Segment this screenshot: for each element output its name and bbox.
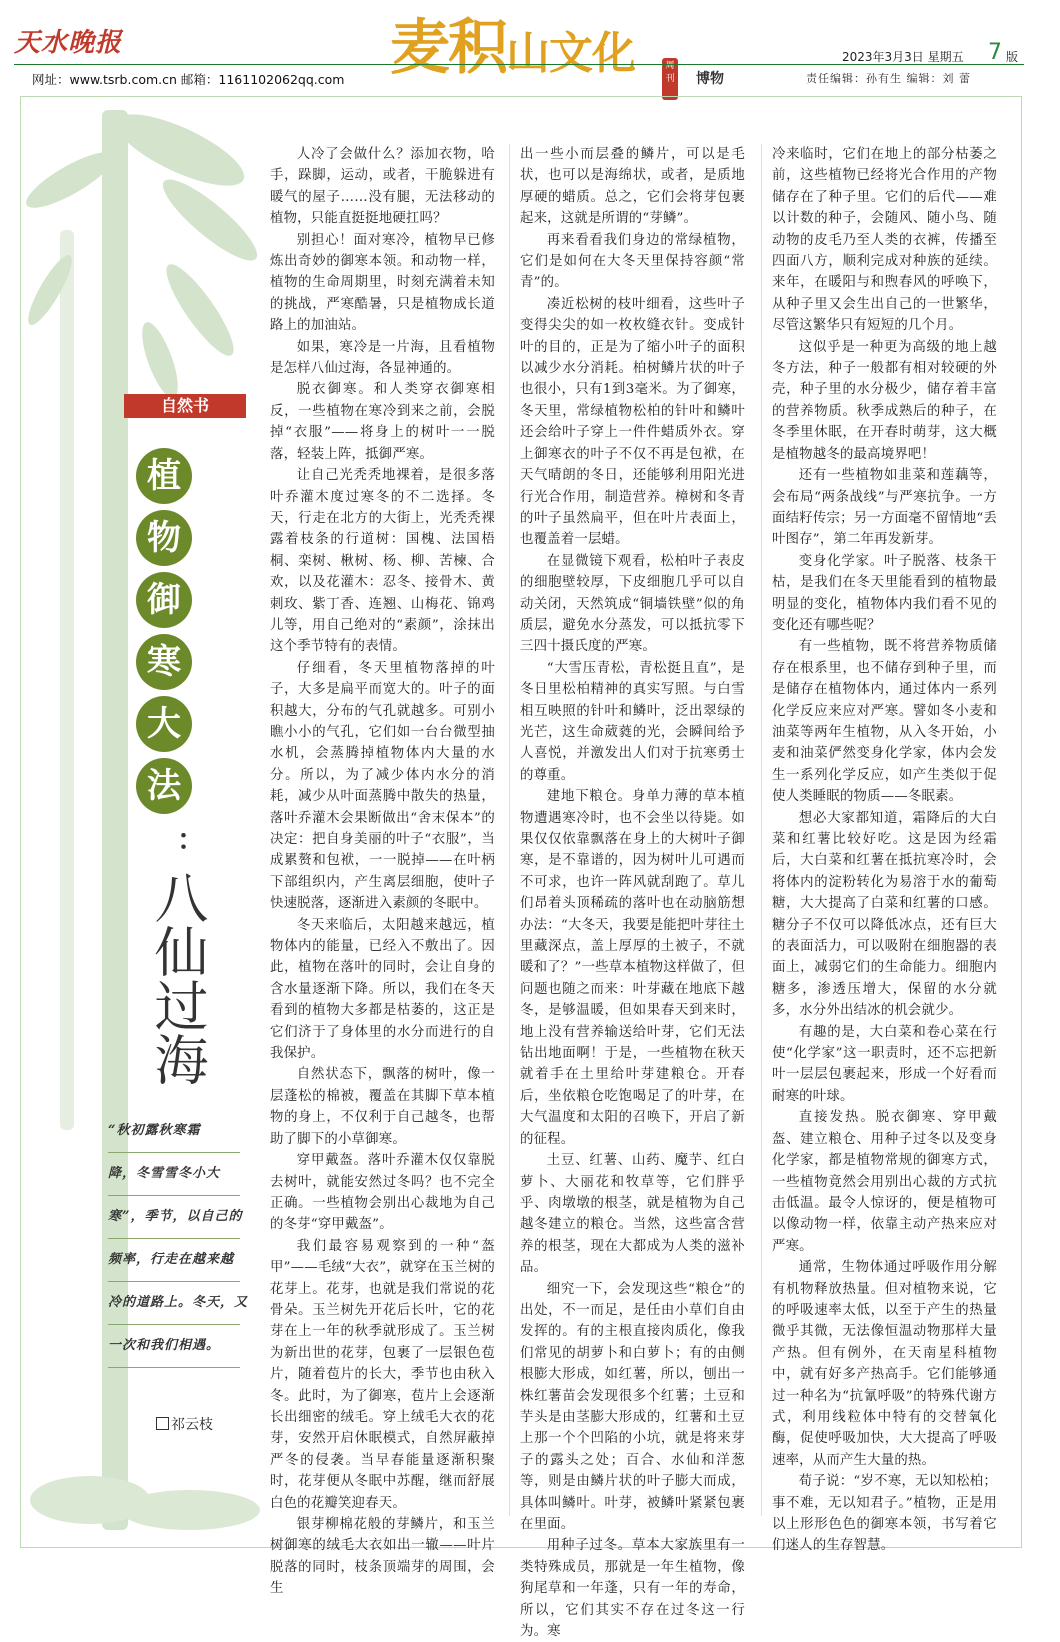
quote-line: 降，冬雪雪冬小大: [108, 1153, 240, 1196]
newspaper-logo: 天水晚报: [14, 28, 123, 58]
article-paragraph: 穿甲戴盔。落叶乔灌木仅仅靠脱去树叶，就能安然过冬吗？也不完全正确。一些植物会别出心裁地为自己的冬芽“穿甲戴盔”。: [270, 1153, 495, 1233]
article-paragraph: 脱衣御寒。和人类穿衣御寒相反，一些植物在寒冷到来之前，会脱掉“衣服”——将身上的树叶一一脱落，轻装上阵，抵御严寒。: [270, 382, 495, 462]
title-char-5: 大: [136, 696, 192, 752]
article-column-3: [772, 144, 997, 1554]
column-divider: [509, 144, 510, 1516]
article-column-2: [520, 144, 745, 1640]
masthead-small: 山文化: [506, 28, 635, 79]
column-divider: [761, 144, 762, 1516]
author-byline: [156, 1414, 213, 1434]
article-paragraph: 凑近松树的枝叶细看，这些叶子变得尖尖的如一枚枚缝衣针。变成针叶的目的，正是为了缩小叶子的面积以减少水分消耗。柏树鳞片状的叶子也很小，只有1到3毫米。为了御寒，冬天里，常绿植物松柏的针叶和鳞叶还会给叶子穿上一件件蜡质外衣。穿上御寒衣的叶子不仅不再是包袱，在天气晴朗的冬日，还能够利用阳光进行光合作用，制造营养。樟树和冬青的叶子虽然扁平，但在叶片表面上，也覆盖着一层蜡。: [520, 296, 745, 548]
page-unit: 版: [1006, 50, 1019, 64]
issue-date: 2023年3月3日 星期五: [842, 50, 964, 64]
zhoukan-badge: 周刊: [662, 58, 678, 100]
article-paragraph: 通常，生物体通过呼吸作用分解有机物释放热量。但对植物来说，它的呼吸速率太低，以至于产生的热量微乎其微，无法像恒温动物那样大量产热。但有例外，在天南星科植物中，就有好多产热高手。它们能够通过一种名为“抗氰呼吸”的特殊代谢方式，利用线粒体中特有的交替氧化酶，促使呼吸加快，大大提高了呼吸速率，从而产生大量的热。: [772, 1260, 997, 1468]
masthead-big: 麦积: [390, 13, 506, 83]
title-char-1: 植: [136, 448, 192, 504]
section-name: 博物: [696, 71, 724, 87]
header-divider: [14, 64, 1024, 65]
title-char-3: 御: [136, 572, 192, 628]
column-tag: 自然书: [124, 394, 246, 418]
section-masthead: [390, 13, 635, 83]
author-name: 祁云枝: [171, 1417, 213, 1433]
article-column-1: [270, 144, 495, 1597]
article-subtitle: 八仙过海: [146, 870, 209, 1086]
article-paragraph: 出一些小而层叠的鳞片，可以是毛状，也可以是海绵状，或者，是质地厚硬的蜡质。总之，它们会将芽包裹起来，这就是所谓的“芽鳞”。: [520, 147, 745, 227]
article-paragraph: 变身化学家。叶子脱落、枝条干枯，是我们在冬天里能看到的植物最明显的变化，植物体内我们看不见的变化还有哪些呢？: [772, 553, 997, 633]
title-char-4: 寒: [136, 634, 192, 690]
lead-quote: [108, 1110, 249, 1368]
article-paragraph: 自然状态下，飘落的树叶，像一层蓬松的棉被，覆盖在其脚下草本植物的身上，不仅利于自己越冬，也帮助了脚下的小草御寒。: [270, 1067, 495, 1147]
article-paragraph: 还有一些植物如韭菜和莲藕等，会布局“两条战线”与严寒抗争。一方面结籽传宗；另一方面毫不留情地“丢叶图存”，第二年再发新芽。: [772, 468, 997, 548]
website-email-line: 网址：www.tsrb.com.cn 邮箱：1161102062qq.com: [32, 72, 345, 87]
title-char-6: 法: [136, 758, 192, 814]
quote-line: 寒”，季节，以自己的: [108, 1196, 240, 1239]
article-paragraph: 细究一下，会发现这些“粮仓”的出处，不一而足，是任由小草们自由发挥的。有的主根直接肉质化，像我们常见的胡萝卜和白萝卜；有的由侧根膨大形成，如红薯，所以，刨出一株红薯苗会发现很多个红薯；土豆和芋头是由茎膨大形成的，红薯和土豆上那一个个凹陷的小坑，就是将来芽子的露头之处；百合、水仙和洋葱等，则是由鳞片状的叶子膨大而成，具体叫鳞叶。叶芽，被鳞叶紧紧包裹在里面。: [520, 1281, 745, 1532]
article-paragraph: 仔细看，冬天里植物落掉的叶子，大多是扁平而宽大的。叶子的面积越大，分布的气孔就越多。可别小瞧小小的气孔，它们如一台台微型抽水机，会蒸腾掉植物体内大量的水分。所以，为了减少体内水分的消耗，减少从叶面蒸腾中散失的热量，落叶乔灌木会果断做出“舍末保本”的决定：把自身美丽的叶子“衣服”，当成累赘和包袱，一一脱掉——在叶柄下部组织内，产生离层细胞，使叶子快速脱落，逐渐进入素颜的冬眠中。: [270, 660, 495, 912]
article-paragraph: 有趣的是，大白菜和卷心菜在行使“化学家”这一职责时，还不忘把新叶一层层包裹起来，形成一个好看而耐寒的叶球。: [772, 1024, 997, 1104]
quote-line: “秋初露秋寒霜: [108, 1110, 240, 1153]
article-paragraph: 想必大家都知道，霜降后的大白菜和红薯比较好吃。这是因为经霜后，大白菜和红薯在抵抗寒冷时，会将体内的淀粉转化为易溶于水的葡萄糖，大大提高了白菜和红薯的口感。糖分子不仅可以降低冰点，还有巨大的表面活力，可以吸附在细胞器的表面上，减弱它们的生命能力。细胞内糖多，渗透压增大，保留的水分就多，水分外出结冰的机会就少。: [772, 810, 997, 1019]
quote-line: 冷的道路上。冬天，又: [108, 1282, 240, 1325]
article-paragraph: 用种子过冬。草本大家族里有一类特殊成员，那就是一年生植物，像狗尾草和一年蓬，只有一年的寿命，所以，它们其实不存在过冬这一行为。寒: [520, 1538, 745, 1640]
title-char-2: 物: [136, 510, 192, 566]
article-paragraph: “大雪压青松，青松挺且直”，是冬日里松柏精神的真实写照。与白雪相互映照的针叶和鳞叶，泛出翠绿的光芒，这生命葳蕤的光，会瞬间给予人喜悦，并激发出人们对于抗寒勇士的尊重。: [520, 660, 745, 783]
article-paragraph: 在显微镜下观看，松柏叶子表皮的细胞壁较厚，下皮细胞几乎可以自动关闭，天然筑成“铜墙铁壁”似的角质层，避免水分蒸发，可以抵抗零下三四十摄氏度的严寒。: [520, 553, 745, 655]
quote-line: 频率，行走在越来越: [108, 1239, 240, 1282]
article-paragraph: 人冷了会做什么？添加衣物，哈手，跺脚，运动，或者，干脆躲进有暖气的屋子……没有腿，无法移动的植物，只能直挺挺地硬扛吗？: [270, 147, 495, 227]
editors-line: 责任编辑：孙有生 编辑：刘 蕾: [806, 72, 971, 85]
article-paragraph: 建地下粮仓。身单力薄的草本植物遭遇寒冷时，也不会坐以待毙。如果仅仅依靠飘落在身上的大树叶子御寒，是不靠谱的，因为树叶儿可遇而不可求，也许一阵风就刮跑了。草儿们昂着头顶稀疏的落叶也在动脑筋想办法：“大冬天，我要是能把叶芽往土里藏深点，盖上厚厚的土被子，不就暖和了？”一些草本植物这样做了，但问题也随之而来：叶芽藏在地底下越冬，是够温暖，但如果春天到来时，地上没有营养输送给叶芽，它们无法钻出地面啊！于是，一些植物在秋天就着手在土里给叶芽建粮仓。开春后，坐依粮仓吃饱喝足了的叶芽，在大气温度和太阳的召唤下，开启了新的征程。: [520, 789, 745, 1147]
article-paragraph: 再来看看我们身边的常绿植物，它们是如何在大冬天里保持容颜“常青”的。: [520, 232, 745, 291]
article-paragraph: 如果，寒冷是一片海，且看植物是怎样八仙过海，各显神通的。: [270, 339, 495, 377]
article-paragraph: 冬天来临后，太阳越来越远，植物体内的能量，已经入不敷出了。因此，植物在落叶的同时，会让自身的含水量逐渐下降。所以，我们在冬天看到的植物大多都是枯萎的，这正是它们济于了身体里的水分而进行的自我保护。: [270, 917, 495, 1062]
article-paragraph: 冷来临时，它们在地上的部分枯萎之前，这些植物已经将光合作用的产物储存在了种子里。它们的后代——难以计数的种子，会随风、随小鸟、随动物的皮毛乃至人类的衣裤，传播至四面八方，顺利完成对种族的延续。来年，在暖阳与和煦春风的呼唤下，从种子里又会生出自己的一世繁华，尽管这繁华只有短短的几个月。: [772, 147, 997, 334]
article-paragraph: 荀子说：“岁不寒，无以知松柏；事不难，无以知君子。”植物，正是用以上形形色色的御寒本领，书写着它们迷人的生存智慧。: [772, 1474, 997, 1554]
byline-box-icon: [156, 1417, 169, 1430]
page-number: 7: [988, 40, 1002, 65]
quote-line: 一次和我们相遇。: [108, 1325, 240, 1368]
article-paragraph: 直接发热。脱衣御寒、穿甲戴盔、建立粮仓、用种子过冬以及变身化学家，都是植物常规的御寒方式，一些植物竟然会用别出心裁的方式抗击低温。最令人惊讶的，便是植物可以像动物一样，依靠主动产热来应对严寒。: [772, 1110, 997, 1254]
article-paragraph: 银芽柳棉花般的芽鳞片，和玉兰树御寒的绒毛大衣如出一辙——叶片脱落的同时，枝条顶端芽的周围，会生: [270, 1517, 495, 1597]
title-colon: ：: [177, 823, 206, 856]
article-paragraph: 让自己光秃秃地裸着，是很多落叶乔灌木度过寒冬的不二选择。冬天，行走在北方的大街上，光秃秃裸露着枝条的行道树：国槐、法国梧桐、栾树、楸树、杨、柳、苦楝、合欢，以及花灌木：忍冬、接骨木、黄刺玫、紫丁香、连翘、山梅花、锦鸡儿等，用自己绝对的“素颜”，涂抹出这个季节特有的表情。: [270, 468, 495, 655]
article-paragraph: 别担心！面对寒冷，植物早已修炼出奇妙的御寒本领。和动物一样，植物的生命周期里，时刻充满着未知的挑战，严寒酷暑，只是植物成长道路上的加油站。: [270, 232, 495, 334]
article-paragraph: 有一些植物，既不将营养物质储存在根系里，也不储存到种子里，而是储存在植物体内，通过体内一系列化学反应来应对严寒。譬如冬小麦和油菜等两年生植物，从入冬开始，小麦和油菜俨然变身化学家，体内会发生一系列化学反应，如产生类似于促使人类睡眠的物质——冬眠素。: [772, 639, 997, 805]
article-paragraph: 土豆、红薯、山药、魔芋、红白萝卜、大丽花和牧草等，它们胖乎乎、肉墩墩的根茎，就是植物为自己越冬建立的粮仓。当然，这些富含营养的根茎，现在大都成为人类的滋补品。: [520, 1153, 745, 1276]
article-paragraph: 我们最容易观察到的一种“盔甲”——毛绒“大衣”，就穿在玉兰树的花芽上。花芽，也就是我们常说的花骨朵。玉兰树先开花后长叶，它的花芽在上一年的秋季就形成了。玉兰树为新出世的花芽，包裹了一层银色苞片，随着苞片的长大，季节也由秋入冬。此时，为了御寒，苞片上会逐渐长出细密的绒毛。穿上绒毛大衣的花芽，安然开启休眠模式，自然屏蔽掉严冬的侵袭。当早春能量逐渐积聚时，花芽便从冬眠中苏醒，继而舒展白色的花瓣笑迎春天。: [270, 1238, 495, 1511]
article-paragraph: 这似乎是一种更为高级的地上越冬方法，种子一般都有相对较硬的外壳，种子里的水分极少，储存着丰富的营养物质。秋季成熟后的种子，在冬季里休眠，在开春时萌芽，这大概是植物越冬的最高境界吧！: [772, 339, 997, 462]
